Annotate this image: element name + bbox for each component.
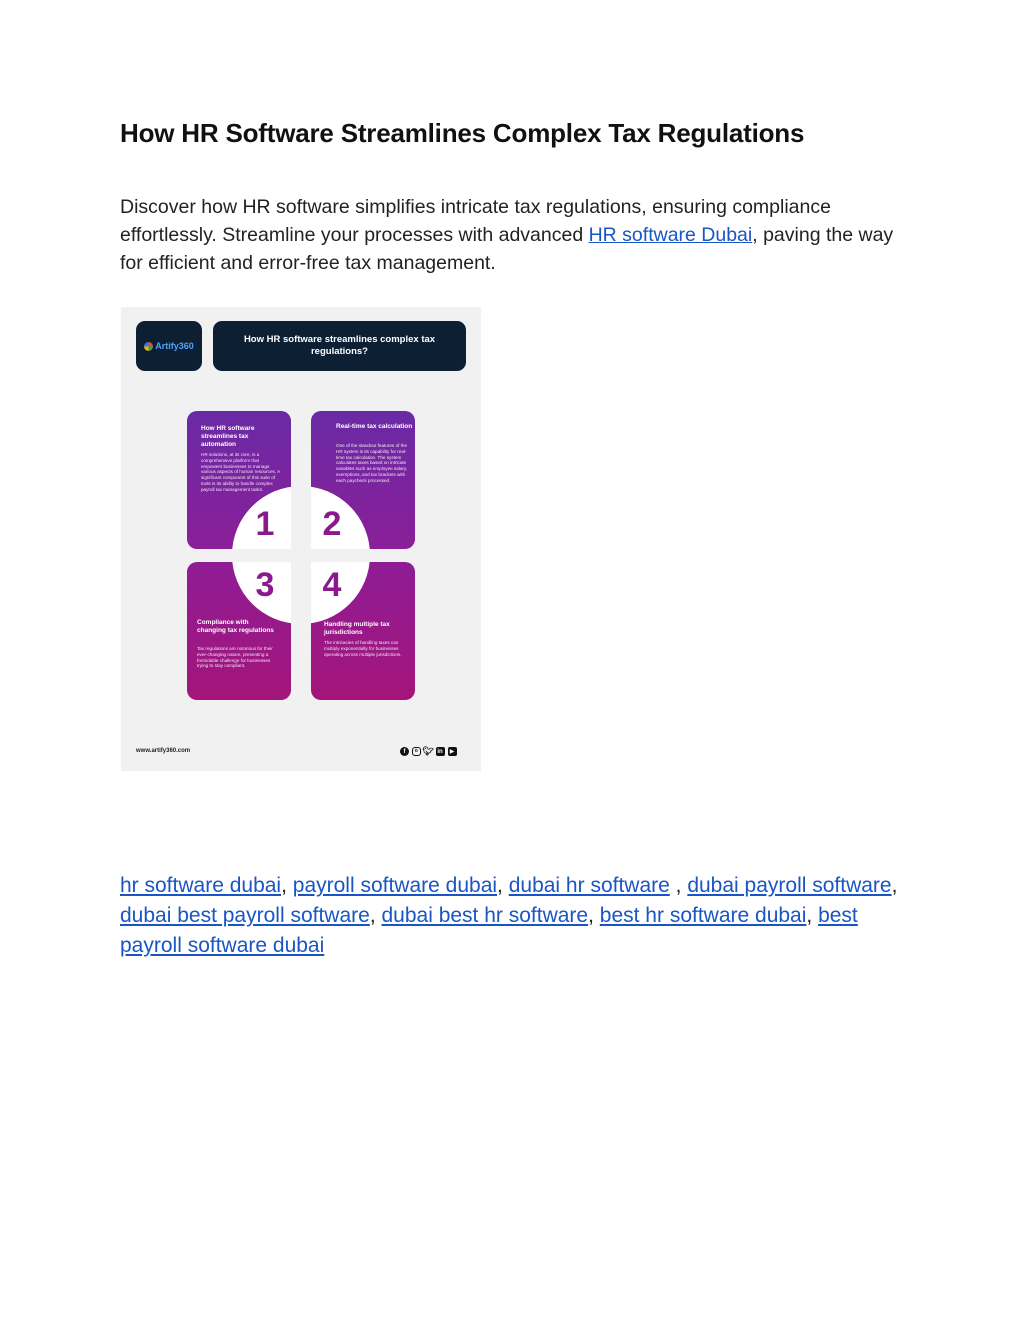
quadrant-body: HR solutions, at its core, is a comprehensive platform that empowers businesses to manage various aspects of human resources. A significant component of this suite of tools is its ability to handle complex payroll tax management tasks.: [201, 452, 280, 492]
twitter-icon: 🐦︎: [422, 746, 434, 756]
quadrant-body: One of the standout features of the HR system is its capability for real-time tax calculation. The system calculates taxes based on intricate variables such as employee salary, exemptions, and tax brackets with each paycheck processed.: [336, 443, 408, 483]
logo-text: Artify360: [155, 341, 194, 351]
youtube-icon: ▶: [448, 747, 457, 756]
tag-link[interactable]: best payroll software dubai: [120, 904, 858, 957]
tag-separator: ,: [806, 904, 819, 927]
quadrant-number: 4: [322, 566, 342, 604]
quadrant-title: How HR software streamlines tax automation: [201, 425, 255, 448]
tag-separator: ,: [369, 904, 382, 927]
infographic-image: [121, 307, 481, 771]
tag-link[interactable]: dubai best hr software: [381, 904, 589, 927]
intro-paragraph: [120, 193, 900, 277]
linkedin-icon: in: [437, 748, 443, 755]
hr-software-dubai-link[interactable]: HR software Dubai: [588, 224, 753, 246]
intro-text-after: , paving the way for efficient and error-free tax management.: [120, 224, 894, 274]
tag-link[interactable]: payroll software dubai: [292, 874, 498, 897]
facebook-icon: f: [400, 747, 409, 756]
instagram-icon: o: [412, 747, 421, 756]
quadrant-body: The intricacies of handling taxes can multiply exponentially for businesses operating across multiple jurisdictions.: [324, 640, 402, 657]
intro-text-before: Discover how HR software simplifies intricate tax regulations, ensuring compliance effortlessly. Streamline your processes with advanced: [120, 196, 831, 246]
page-title: How HR Software Streamlines Complex Tax Regulations: [120, 118, 805, 148]
logo-mark-icon: [144, 342, 153, 351]
quadrant-title: Real-time tax calculation: [336, 423, 413, 430]
website-url: www.artify360.com: [136, 748, 191, 754]
tag-separator: ,: [281, 874, 293, 897]
quadrant-title: Handling multiple tax jurisdictions: [324, 621, 390, 636]
tag-separator: ,: [669, 874, 688, 897]
tag-link[interactable]: best hr software dubai: [599, 904, 807, 927]
quadrant-title: Compliance with changing tax regulations: [197, 619, 274, 634]
tag-link[interactable]: dubai payroll software: [687, 874, 892, 897]
quadrant-number: 2: [322, 505, 342, 543]
tag-separator: ,: [588, 904, 600, 927]
tag-link[interactable]: dubai best payroll software: [120, 904, 370, 927]
quadrant-number: 1: [255, 505, 275, 543]
tag-links: [120, 871, 900, 961]
social-icons: [400, 747, 457, 756]
artify360-logo: [136, 321, 202, 371]
quadrant-body: Tax regulations are notorious for their ever-changing nature, presenting a formidable challenge for businesses trying to stay compliant.: [197, 646, 273, 669]
tag-separator: ,: [891, 874, 898, 897]
quadrant-number: 3: [255, 566, 275, 604]
tag-link[interactable]: dubai hr software: [508, 874, 670, 897]
infographic-heading: How HR software streamlines complex tax regulations?: [213, 321, 466, 371]
tag-separator: ,: [497, 874, 509, 897]
center-divider-horizontal: [223, 549, 379, 562]
tag-link[interactable]: hr software dubai: [120, 874, 282, 897]
